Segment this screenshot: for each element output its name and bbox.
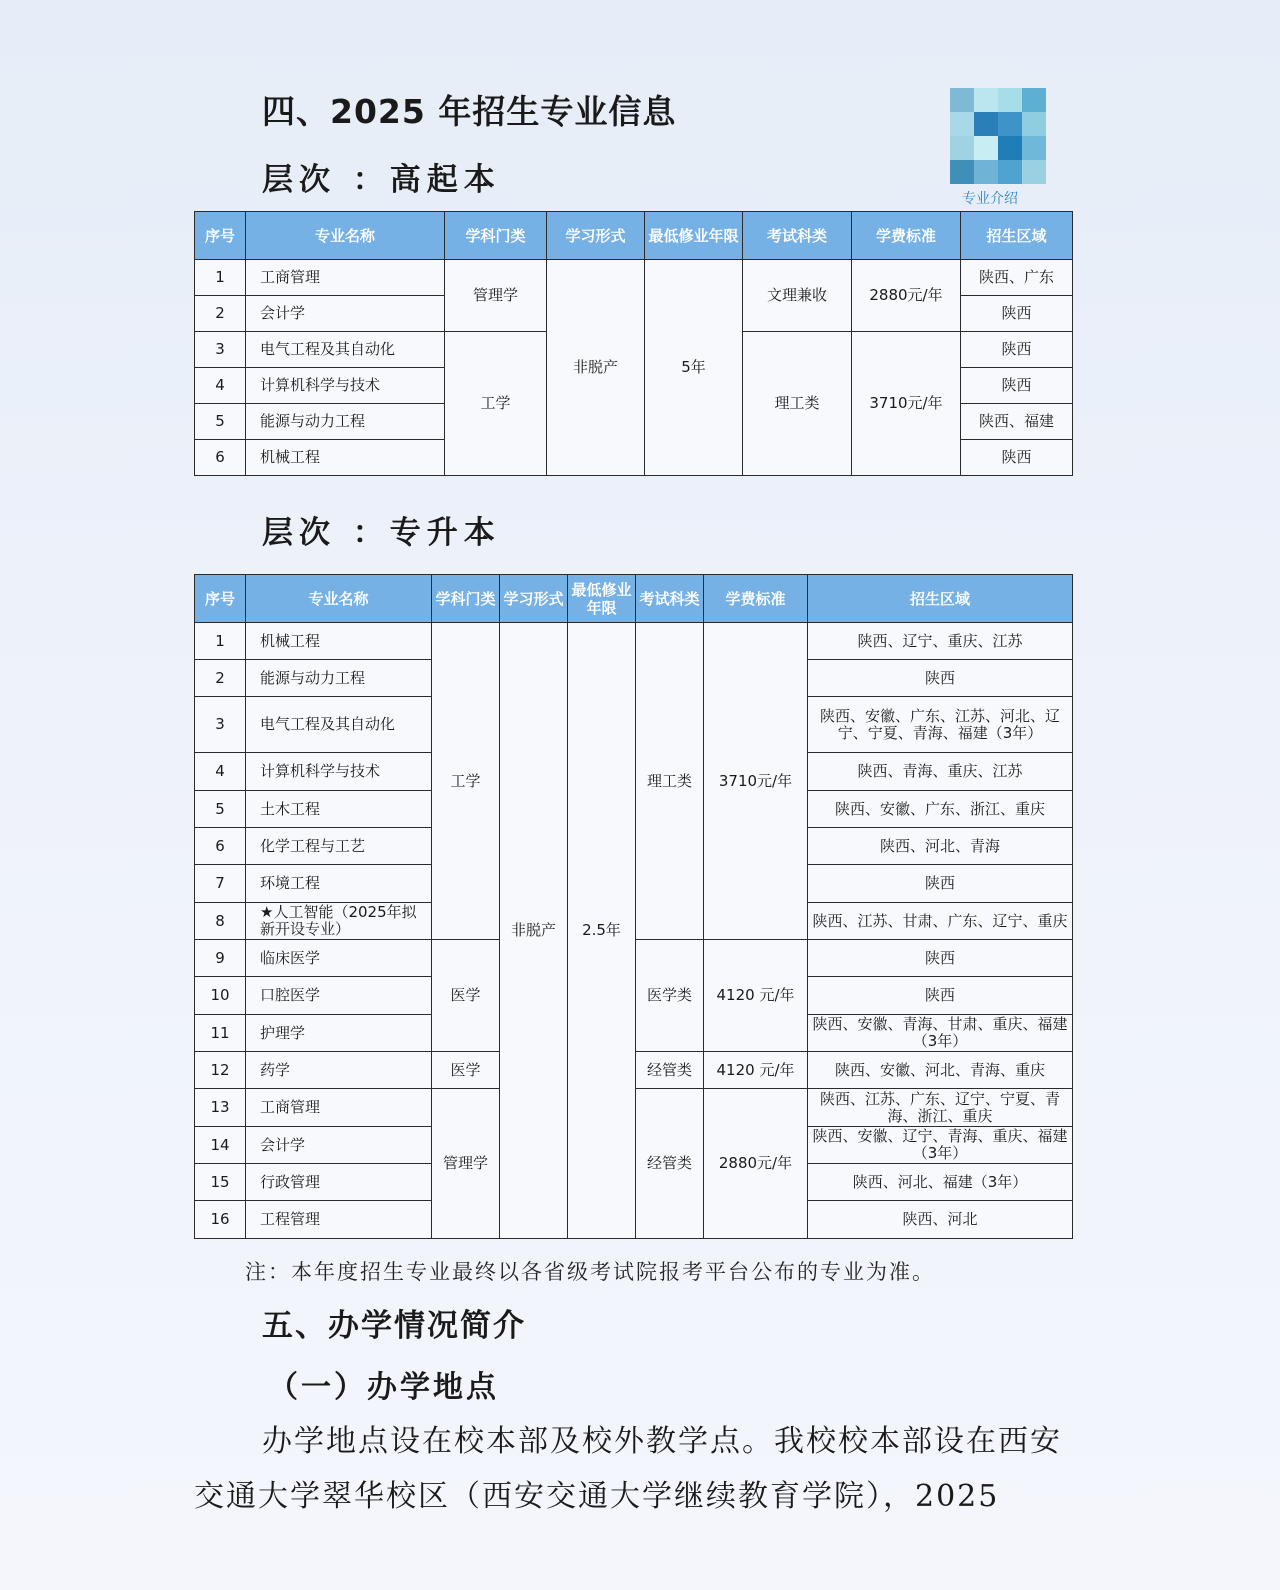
row-no: 3 <box>195 697 246 753</box>
row-no: 9 <box>195 940 246 977</box>
major-name: 护理学 <box>246 1015 432 1052</box>
exam-cell: 医学类 <box>636 940 704 1052</box>
study-form-cell: 非脱产 <box>547 260 645 476</box>
table-header <box>195 212 1073 260</box>
section-5-heading: 五、办学情况简介 <box>262 1308 526 1344</box>
col-header: 学费标准 <box>704 575 808 623</box>
row-no: 11 <box>195 1015 246 1052</box>
col-header: 学习形式 <box>500 575 568 623</box>
exam-cell: 文理兼收 <box>743 260 852 332</box>
row-no: 12 <box>195 1052 246 1089</box>
region-cell: 陕西、河北 <box>808 1201 1073 1239</box>
region-cell: 陕西、安徽、辽宁、青海、重庆、福建（3年） <box>808 1127 1073 1164</box>
qr-code-icon <box>950 88 1046 184</box>
fee-cell: 4120 元/年 <box>704 1052 808 1089</box>
row-no: 16 <box>195 1201 246 1239</box>
major-name: 环境工程 <box>246 865 432 903</box>
row-no: 2 <box>195 296 246 332</box>
region-cell: 陕西、河北、青海 <box>808 828 1073 865</box>
region-cell: 陕西、安徽、广东、浙江、重庆 <box>808 791 1073 828</box>
major-name: 会计学 <box>246 296 445 332</box>
row-no: 7 <box>195 865 246 903</box>
major-name: 能源与动力工程 <box>246 404 445 440</box>
region-cell: 陕西 <box>961 368 1073 404</box>
col-header: 专业名称 <box>246 212 445 260</box>
col-header: 学费标准 <box>852 212 961 260</box>
years-cell: 5年 <box>645 260 743 476</box>
level-2-title: 层次 ：专升本 <box>262 515 501 551</box>
row-no: 1 <box>195 260 246 296</box>
major-name: 会计学 <box>246 1127 432 1164</box>
major-name: 工程管理 <box>246 1201 432 1239</box>
subsection-heading: （一）办学地点 <box>268 1370 499 1405</box>
col-header: 招生区域 <box>961 212 1073 260</box>
major-name: 计算机科学与技术 <box>246 753 432 791</box>
exam-cell: 理工类 <box>636 623 704 940</box>
major-name: 机械工程 <box>246 440 445 476</box>
region-cell: 陕西、辽宁、重庆、江苏 <box>808 623 1073 660</box>
col-header: 招生区域 <box>808 575 1073 623</box>
table-level-1 <box>194 211 1073 476</box>
region-cell: 陕西、河北、福建（3年） <box>808 1164 1073 1201</box>
row-no: 10 <box>195 977 246 1015</box>
col-header: 序号 <box>195 575 246 623</box>
major-name: 机械工程 <box>246 623 432 660</box>
table-level-2 <box>194 574 1073 1239</box>
region-cell: 陕西、江苏、甘肃、广东、辽宁、重庆 <box>808 903 1073 940</box>
row-no: 1 <box>195 623 246 660</box>
fee-cell: 2880元/年 <box>704 1089 808 1239</box>
category-cell: 管理学 <box>445 260 547 332</box>
years-cell: 2.5年 <box>568 623 636 1239</box>
category-cell: 工学 <box>445 332 547 476</box>
major-name: 工商管理 <box>246 1089 432 1127</box>
major-name: 化学工程与工艺 <box>246 828 432 865</box>
section-4-heading: 四、2025 年招生专业信息 <box>262 92 677 131</box>
col-header: 考试科类 <box>636 575 704 623</box>
fee-cell: 2880元/年 <box>852 260 961 332</box>
major-name: ★人工智能（2025年拟新开设专业） <box>246 903 432 940</box>
study-form-cell: 非脱产 <box>500 623 568 1239</box>
region-cell: 陕西 <box>961 332 1073 368</box>
region-cell: 陕西 <box>808 940 1073 977</box>
region-cell: 陕西 <box>961 296 1073 332</box>
col-header: 学习形式 <box>547 212 645 260</box>
col-header: 最低修业年限 <box>645 212 743 260</box>
exam-cell: 理工类 <box>743 332 852 476</box>
row-no: 13 <box>195 1089 246 1127</box>
region-cell: 陕西、安徽、青海、甘肃、重庆、福建（3年） <box>808 1015 1073 1052</box>
col-header: 专业名称 <box>246 575 432 623</box>
row-no: 5 <box>195 791 246 828</box>
fee-cell: 4120 元/年 <box>704 940 808 1052</box>
region-cell: 陕西、广东 <box>961 260 1073 296</box>
region-cell: 陕西、安徽、河北、青海、重庆 <box>808 1052 1073 1089</box>
row-no: 4 <box>195 368 246 404</box>
fee-cell: 3710元/年 <box>852 332 961 476</box>
exam-cell: 经管类 <box>636 1052 704 1089</box>
col-header: 考试科类 <box>743 212 852 260</box>
col-header: 序号 <box>195 212 246 260</box>
row-no: 6 <box>195 828 246 865</box>
region-cell: 陕西 <box>808 660 1073 697</box>
footnote: 注：本年度招生专业最终以各省级考试院报考平台公布的专业为准。 <box>245 1260 935 1284</box>
major-name: 工商管理 <box>246 260 445 296</box>
row-no: 3 <box>195 332 246 368</box>
table-header <box>195 575 1073 623</box>
major-name: 口腔医学 <box>246 977 432 1015</box>
table-row <box>195 623 1073 660</box>
region-cell: 陕西 <box>961 440 1073 476</box>
region-cell: 陕西 <box>808 977 1073 1015</box>
category-cell: 管理学 <box>432 1089 500 1239</box>
row-no: 15 <box>195 1164 246 1201</box>
row-no: 5 <box>195 404 246 440</box>
region-cell: 陕西、福建 <box>961 404 1073 440</box>
major-name: 行政管理 <box>246 1164 432 1201</box>
exam-cell: 经管类 <box>636 1089 704 1239</box>
region-cell: 陕西 <box>808 865 1073 903</box>
col-header: 最低修业年限 <box>568 575 636 623</box>
major-name: 土木工程 <box>246 791 432 828</box>
row-no: 8 <box>195 903 246 940</box>
col-header: 学科门类 <box>432 575 500 623</box>
major-name: 电气工程及其自动化 <box>246 697 432 753</box>
category-cell: 医学 <box>432 1052 500 1089</box>
major-name: 计算机科学与技术 <box>246 368 445 404</box>
row-no: 14 <box>195 1127 246 1164</box>
major-name: 药学 <box>246 1052 432 1089</box>
region-cell: 陕西、江苏、广东、辽宁、宁夏、青海、浙江、重庆 <box>808 1089 1073 1127</box>
level-1-title: 层次 ：高起本 <box>262 162 501 198</box>
body-paragraph: 办学地点设在校本部及校外教学点。我校校本部设在西安交通大学翠华校区（西安交通大学继续教育学院），2025 <box>194 1424 1062 1514</box>
major-name: 能源与动力工程 <box>246 660 432 697</box>
region-cell: 陕西、安徽、广东、江苏、河北、辽宁、宁夏、青海、福建（3年） <box>808 697 1073 753</box>
region-cell: 陕西、青海、重庆、江苏 <box>808 753 1073 791</box>
row-no: 2 <box>195 660 246 697</box>
category-cell: 医学 <box>432 940 500 1052</box>
table-row <box>195 260 1073 296</box>
major-name: 临床医学 <box>246 940 432 977</box>
category-cell: 工学 <box>432 623 500 940</box>
row-no: 6 <box>195 440 246 476</box>
row-no: 4 <box>195 753 246 791</box>
qr-label: 专业介绍 <box>962 191 1018 207</box>
fee-cell: 3710元/年 <box>704 623 808 940</box>
col-header: 学科门类 <box>445 212 547 260</box>
major-name: 电气工程及其自动化 <box>246 332 445 368</box>
